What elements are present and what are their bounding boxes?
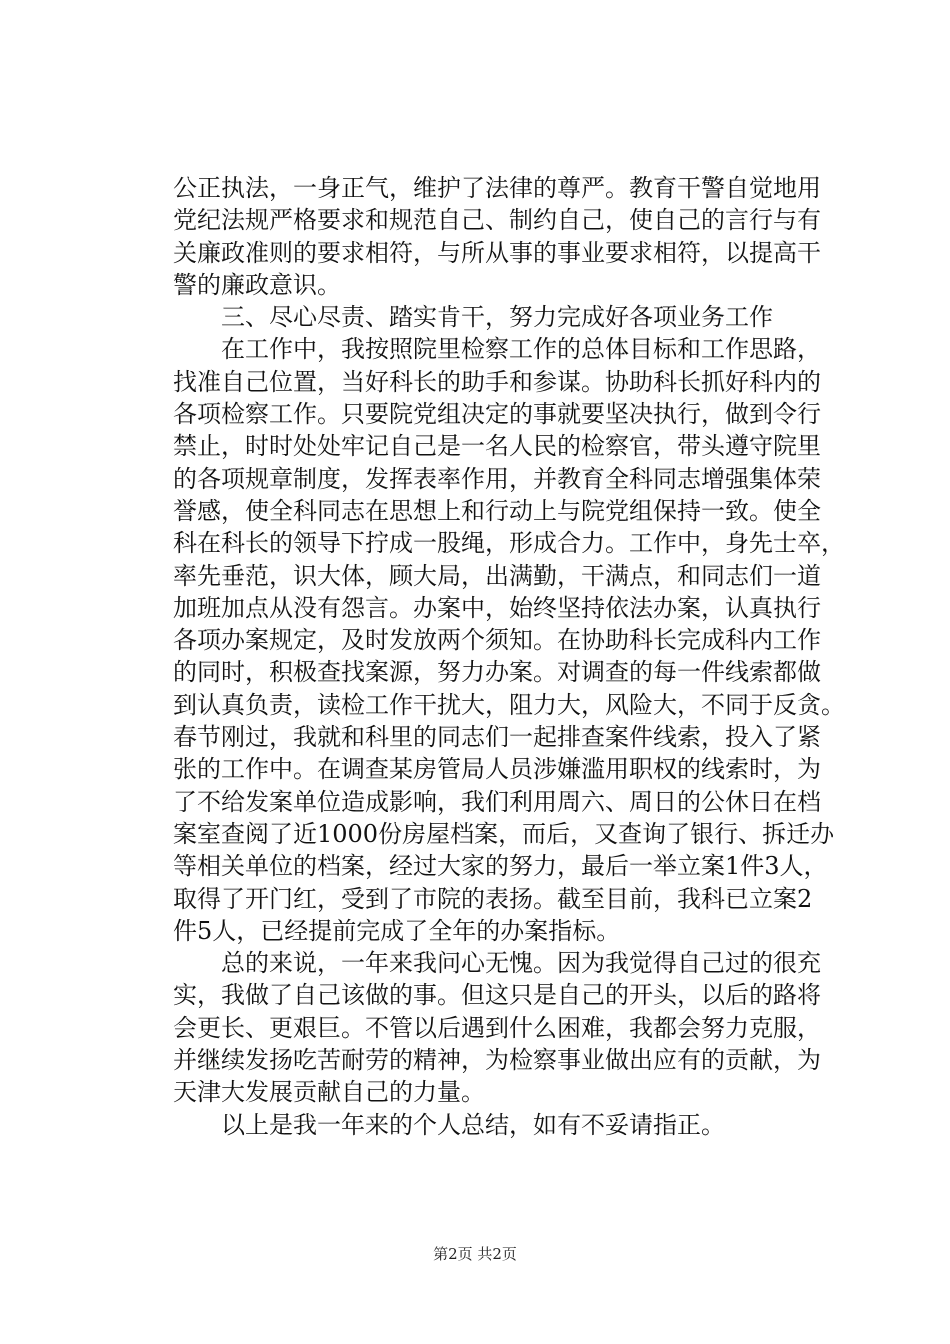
text-line: 科在科长的领导下拧成一股绳，形成合力。工作中，身先士卒， <box>173 529 845 558</box>
text-line: 各项检察工作。只要院党组决定的事就要坚决执行，做到令行 <box>173 400 821 429</box>
page-footer: 第2页 共2页 <box>433 1245 517 1263</box>
text-line: 实，我做了自己该做的事。但这只是自己的开头，以后的路将 <box>173 981 821 1010</box>
document-body <box>173 172 853 1141</box>
text-line: 会更长、更艰巨。不管以后遇到什么困难，我都会努力克服， <box>173 1013 821 1042</box>
text-line: 案室查阅了近1000份房屋档案，而后，又查询了银行、拆迁办 <box>173 819 835 848</box>
text-line: 关廉政准则的要求相符，与所从事的事业要求相符，以提高干 <box>173 238 821 267</box>
text-line: 了不给发案单位造成影响，我们利用周六、周日的公休日在档 <box>173 787 821 816</box>
text-line: 的各项规章制度，发挥表率作用，并教育全科同志增强集体荣 <box>173 464 821 493</box>
text-line: 各项办案规定，及时发放两个须知。在协助科长完成科内工作 <box>173 626 821 655</box>
text-line: 件5人，已经提前完成了全年的办案指标。 <box>173 916 621 945</box>
text-line: 警的廉政意识。 <box>173 270 341 299</box>
text-line: 春节刚过，我就和科里的同志们一起排查案件线索，投入了紧 <box>173 723 821 752</box>
text-line: 三、尽心尽责、踏实肯干，努力完成好各项业务工作 <box>221 303 773 332</box>
text-line: 禁止，时时处处牢记自己是一名人民的检察官，带头遵守院里 <box>173 432 821 461</box>
text-line: 党纪法规严格要求和规范自己、制约自己，使自己的言行与有 <box>173 206 821 235</box>
text-line: 在工作中，我按照院里检察工作的总体目标和工作思路， <box>221 335 821 364</box>
text-line: 取得了开门红，受到了市院的表扬。截至目前，我科已立案2 <box>173 884 813 913</box>
text-line: 天津大发展贡献自己的力量。 <box>173 1078 485 1107</box>
text-line: 加班加点从没有怨言。办案中，始终坚持依法办案，认真执行 <box>173 593 821 622</box>
text-line: 以上是我一年来的个人总结，如有不妥请指正。 <box>221 1110 725 1139</box>
text-line: 找准自己位置，当好科长的助手和参谋。协助科长抓好科内的 <box>173 367 821 396</box>
text-line: 的同时，积极查找案源，努力办案。对调查的每一件线索都做 <box>173 658 821 687</box>
text-line: 并继续发扬吃苦耐劳的精神，为检察事业做出应有的贡献，为 <box>173 1046 821 1075</box>
text-line: 等相关单位的档案，经过大家的努力，最后一举立案1件3人， <box>173 852 828 881</box>
text-line: 誉感，使全科同志在思想上和行动上与院党组保持一致。使全 <box>173 496 821 525</box>
text-line: 张的工作中。在调查某房管局人员涉嫌滥用职权的线索时，为 <box>173 755 821 784</box>
text-line: 率先垂范，识大体，顾大局，出满勤，干满点，和同志们一道 <box>173 561 821 590</box>
text-line: 到认真负责，读检工作干扰大，阻力大，风险大，不同于反贪。 <box>173 690 845 719</box>
text-line: 公正执法，一身正气，维护了法律的尊严。教育干警自觉地用 <box>173 174 821 202</box>
text-line: 总的来说，一年来我问心无愧。因为我觉得自己过的很充 <box>221 949 821 978</box>
